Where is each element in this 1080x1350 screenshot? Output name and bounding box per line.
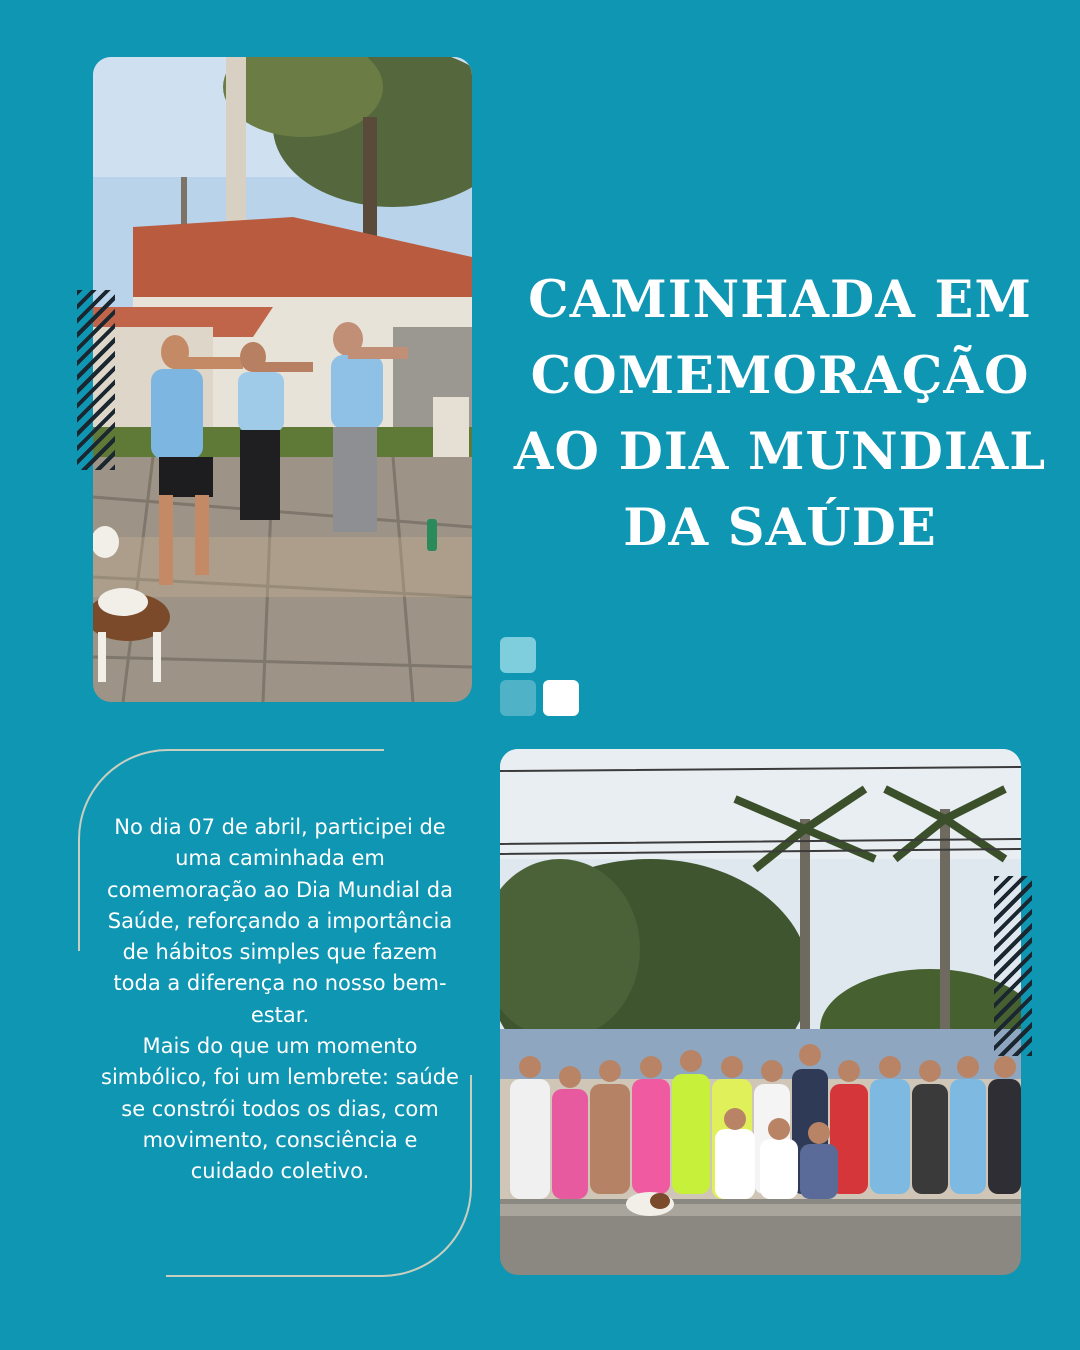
group-photo [500,749,1021,1275]
square-mid-icon [500,680,536,716]
decorative-stripes-right [994,876,1032,1056]
description-paragraph-1: No dia 07 de abril, participei de uma caminhada em comemoração ao Dia Mundial da Saúde, reforçando a importância de hábitos simples que fazem toda a diferença no nosso bem-estar. [107,815,453,1027]
page-title: CAMINHADA EM COMEMORAÇÃO AO DIA MUNDIAL DA SAÚDE [513,270,1047,559]
decorative-squares [500,637,582,717]
exercise-photo [93,57,472,702]
square-light-icon [500,637,536,673]
square-white-icon [543,680,579,716]
decorative-stripes-left [77,290,115,470]
description-paragraph-2: Mais do que um momento simbólico, foi um lembrete: saúde se constrói todos os dias, com movimento, consciência e cuidado coletivo. [101,1034,459,1184]
description-text [100,812,460,1188]
